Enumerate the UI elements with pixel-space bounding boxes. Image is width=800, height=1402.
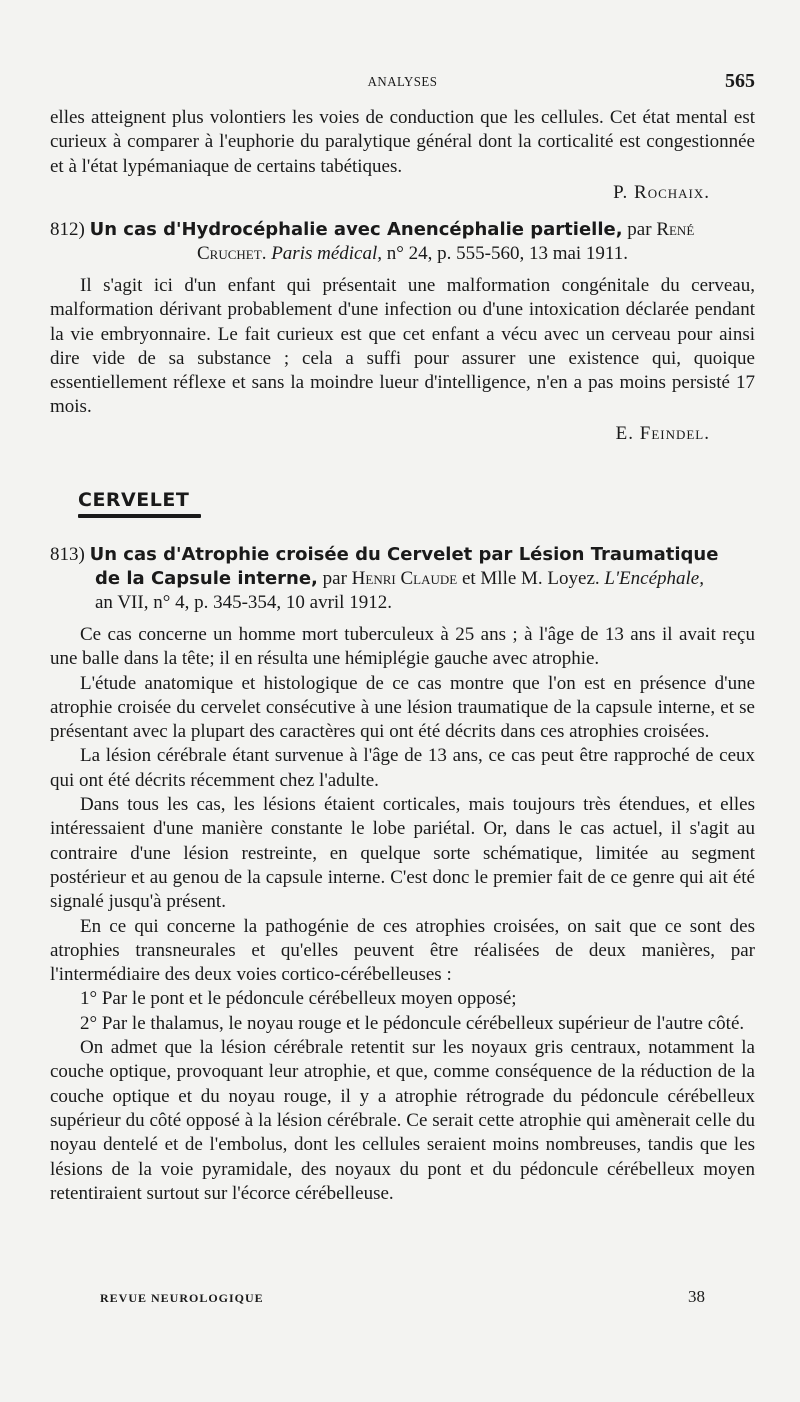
entry-813-paragraph: Dans tous les cas, les lésions étaient corticales, mais toujours très étendues, et elles intéressaient d'une manière constante le lobe pariétal. Or, dans le cas actuel, il s'agit au contraire d'une lésion restreinte, en quelque sorte schématique, limitée au segment postérieur et au genou de la capsule interne. C'est donc le premier fait de ce genre qui ait été signalé jusqu'à présent. [50,794,755,913]
entry-813-paragraph: On admet que la lésion cérébrale retentit sur les noyaux gris centraux, notamment la couche optique, provoquant leur atrophie, et que, comme conséquence de la réduction de la couche optique et du noyau rouge, il y a atrophie rétrograde du pédoncule cérébelleux supérieur du côté opposé à la lésion cérébrale. Ce serait cette atrophie qui amènerait celle du noyau dentelé et de l'embolus, dont les cellules seraient moins nombreuses, tandis que les lésions de la voie pyramidale, des noyaux du pont et du pédoncule cérébelleux moyen retentiraient surtout sur l'écorce cérébelleuse. [50,1037,755,1204]
running-title: ANALYSES [367,75,438,90]
entry-813-heading [50,543,755,615]
section-title: CERVELET [78,489,190,511]
entry-813-paragraph: En ce qui concerne la pathogénie de ces atrophies croisées, on sait que ce sont des atrophies transneurales et qu'elles peuvent être réalisées de deux manières, par l'intermédiaire des deux voies cortico-cérébelleuses : [50,915,755,986]
entry-813-title-line2: de la Capsule interne, [95,568,318,589]
entry-812-author-first: René [656,219,695,240]
footer-signature-mark: 38 [688,1287,705,1306]
entry-813-paragraph: L'étude anatomique et histologique de ce cas montre que l'on est en présence d'une atrophie croisée du cervelet consécutive à une lésion traumatique de la capsule interne, et se présentant avec la plupart des caractères qui ont été décrits dans ces atrophies croisées. [50,672,755,743]
entry-813-paragraph: La lésion cérébrale étant survenue à l'âge de 13 ans, ce cas peut être rapproché de ceux qui ont été décrits récemment chez l'adulte. [50,745,755,791]
intro-block [50,106,755,205]
entry-813-number: 813) [50,544,85,565]
entry-813-journal: L'Encéphale, [604,568,704,589]
footer-journal-name: REVUE NEUROLOGIQUE [100,1291,264,1305]
entry-813-author: Henri Claude [351,568,458,589]
entry-812-title: Un cas d'Hydrocéphalie avec Anencéphalie partielle, [89,219,623,240]
entry-813-reference: an VII, n° 4, p. 345-354, 10 avril 1912. [95,592,392,613]
intro-paragraph: elles atteignent plus volontiers les voies de conduction que les cellules. Cet état mental est curieux à comparer à l'euphorie du paralytique général dont la corticalité est congestionnée et à l'état lypémaniaque de certains tabétiques. [50,107,755,177]
entry-812-signature: E. Feindel. [615,422,710,444]
entry-813-list-item: 1° Par le pont et le pédoncule cérébelleux moyen opposé; [80,988,517,1010]
running-head [50,68,755,98]
entry-812-author-last: Cruchet [197,243,262,264]
intro-signature: P. Rochaix. [613,181,710,203]
entry-813-title-cont [50,567,755,591]
entry-812-body: Il s'agit ici d'un enfant qui présentait une malformation congénitale du cerveau, malformation dérivant probablement d'une infection ou d'une intoxication déclarée pendant la vie embryonnaire. Le fait curieux est que cet enfant a vécu avec un cerveau pour ainsi dire vide de sa substance ; cela a suffi pour assurer une existence qui, quoique essentiellement réflexe et sans la moindre lueur d'intelligence, n'en a pas moins persisté 17 mois. [50,275,755,418]
entry-813-coauthor: Mlle M. Loyez. [480,568,600,589]
entry-813-body [50,623,755,1206]
entry-812-journal: Paris médical, [271,243,383,264]
entry-813-paragraph: Ce cas concerne un homme mort tuberculeux à 25 ans ; à l'âge de 13 ans il avait reçu une balle dans la tête; il en résulta une hémiplégie gauche avec atrophie. [50,624,755,670]
entry-813-and: et [461,568,476,589]
page-footer [50,1287,755,1311]
entry-812-heading [50,218,755,266]
entry-813 [50,543,755,1206]
entry-812 [50,218,755,446]
entry-812-by: par [627,219,652,240]
entry-813-list-item: 2° Par le thalamus, le noyau rouge et le pédoncule cérébelleux supérieur de l'autre côté. [80,1012,745,1034]
entry-813-by: par [322,568,347,589]
section-underline [78,514,201,518]
entry-812-reference: n° 24, p. 555-560, 13 mai 1911. [386,243,628,264]
page-number: 565 [725,70,755,92]
entry-812-number: 812) [50,219,85,240]
entry-812-citation: Cruchet. Paris médical, n° 24, p. 555-560, 13 mai 1911. [197,243,628,264]
entry-813-title-line1: Un cas d'Atrophie croisée du Cervelet par Lésion Traumatique [89,544,719,565]
